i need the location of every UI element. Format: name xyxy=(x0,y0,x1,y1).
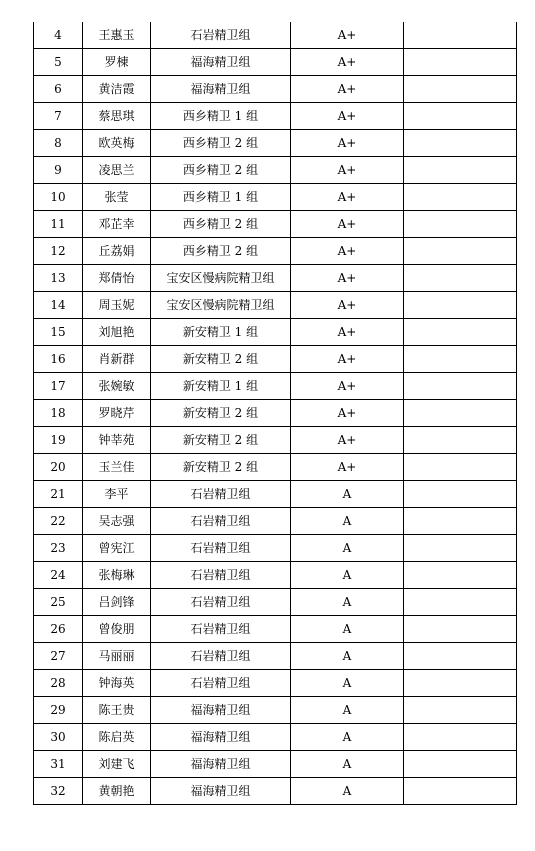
note-cell xyxy=(404,724,517,751)
table-row xyxy=(34,346,517,373)
table-row xyxy=(34,454,517,481)
grade-cell: A xyxy=(291,751,404,778)
name-cell: 蔡思琪 xyxy=(83,103,151,130)
table-row xyxy=(34,130,517,157)
name-cell: 黄洁霞 xyxy=(83,76,151,103)
grade-cell: A xyxy=(291,616,404,643)
name-cell: 刘建飞 xyxy=(83,751,151,778)
grade-cell: A+ xyxy=(291,130,404,157)
grade-cell: A xyxy=(291,697,404,724)
table-row xyxy=(34,184,517,211)
note-cell xyxy=(404,481,517,508)
note-cell xyxy=(404,211,517,238)
row-number-cell: 23 xyxy=(34,535,83,562)
table-row xyxy=(34,49,517,76)
group-cell: 福海精卫组 xyxy=(151,49,291,76)
group-cell: 西乡精卫 1 组 xyxy=(151,184,291,211)
row-number-cell: 5 xyxy=(34,49,83,76)
grade-cell: A+ xyxy=(291,157,404,184)
group-cell: 福海精卫组 xyxy=(151,778,291,805)
group-cell: 西乡精卫 2 组 xyxy=(151,157,291,184)
name-cell: 玉兰佳 xyxy=(83,454,151,481)
row-number-cell: 24 xyxy=(34,562,83,589)
group-cell: 福海精卫组 xyxy=(151,76,291,103)
table-row xyxy=(34,697,517,724)
row-number-cell: 9 xyxy=(34,157,83,184)
note-cell xyxy=(404,778,517,805)
group-cell: 新安精卫 2 组 xyxy=(151,427,291,454)
grade-cell: A+ xyxy=(291,400,404,427)
table-row xyxy=(34,670,517,697)
grade-cell: A+ xyxy=(291,22,404,49)
name-cell: 曾宪江 xyxy=(83,535,151,562)
group-cell: 新安精卫 1 组 xyxy=(151,319,291,346)
row-number-cell: 8 xyxy=(34,130,83,157)
note-cell xyxy=(404,346,517,373)
grade-cell: A+ xyxy=(291,427,404,454)
note-cell xyxy=(404,265,517,292)
note-cell xyxy=(404,427,517,454)
grade-cell: A xyxy=(291,508,404,535)
note-cell xyxy=(404,616,517,643)
row-number-cell: 32 xyxy=(34,778,83,805)
row-number-cell: 6 xyxy=(34,76,83,103)
name-cell: 王惠玉 xyxy=(83,22,151,49)
table-row xyxy=(34,508,517,535)
row-number-cell: 12 xyxy=(34,238,83,265)
name-cell: 邓芷幸 xyxy=(83,211,151,238)
row-number-cell: 14 xyxy=(34,292,83,319)
table-row xyxy=(34,778,517,805)
group-cell: 福海精卫组 xyxy=(151,697,291,724)
group-cell: 新安精卫 1 组 xyxy=(151,373,291,400)
table-row xyxy=(34,400,517,427)
table-row xyxy=(34,427,517,454)
table-row xyxy=(34,535,517,562)
group-cell: 西乡精卫 1 组 xyxy=(151,103,291,130)
note-cell xyxy=(404,103,517,130)
grade-cell: A+ xyxy=(291,319,404,346)
note-cell xyxy=(404,373,517,400)
grade-cell: A+ xyxy=(291,49,404,76)
name-cell: 马丽丽 xyxy=(83,643,151,670)
note-cell xyxy=(404,454,517,481)
name-cell: 丘荔娟 xyxy=(83,238,151,265)
name-cell: 张梅琳 xyxy=(83,562,151,589)
grade-cell: A+ xyxy=(291,76,404,103)
row-number-cell: 21 xyxy=(34,481,83,508)
grade-cell: A xyxy=(291,778,404,805)
note-cell xyxy=(404,562,517,589)
table-row xyxy=(34,373,517,400)
name-cell: 刘旭艳 xyxy=(83,319,151,346)
group-cell: 西乡精卫 2 组 xyxy=(151,130,291,157)
grade-cell: A xyxy=(291,724,404,751)
row-number-cell: 7 xyxy=(34,103,83,130)
note-cell xyxy=(404,130,517,157)
grade-cell: A xyxy=(291,535,404,562)
row-number-cell: 19 xyxy=(34,427,83,454)
name-cell: 周玉妮 xyxy=(83,292,151,319)
name-cell: 凌思兰 xyxy=(83,157,151,184)
group-cell: 石岩精卫组 xyxy=(151,589,291,616)
row-number-cell: 15 xyxy=(34,319,83,346)
table-row xyxy=(34,292,517,319)
table-row xyxy=(34,22,517,49)
name-cell: 钟莘苑 xyxy=(83,427,151,454)
note-cell xyxy=(404,400,517,427)
row-number-cell: 4 xyxy=(34,22,83,49)
note-cell xyxy=(404,535,517,562)
name-cell: 张婉敏 xyxy=(83,373,151,400)
grade-cell: A xyxy=(291,562,404,589)
grade-cell: A+ xyxy=(291,211,404,238)
grade-cell: A+ xyxy=(291,346,404,373)
note-cell xyxy=(404,508,517,535)
row-number-cell: 17 xyxy=(34,373,83,400)
note-cell xyxy=(404,157,517,184)
note-cell xyxy=(404,670,517,697)
name-cell: 吴志强 xyxy=(83,508,151,535)
name-cell: 郑倩怡 xyxy=(83,265,151,292)
row-number-cell: 11 xyxy=(34,211,83,238)
row-number-cell: 20 xyxy=(34,454,83,481)
grade-cell: A+ xyxy=(291,373,404,400)
note-cell xyxy=(404,751,517,778)
table-row xyxy=(34,157,517,184)
table-row xyxy=(34,211,517,238)
row-number-cell: 13 xyxy=(34,265,83,292)
grade-cell: A xyxy=(291,481,404,508)
row-number-cell: 28 xyxy=(34,670,83,697)
name-cell: 李平 xyxy=(83,481,151,508)
name-cell: 陈启英 xyxy=(83,724,151,751)
group-cell: 西乡精卫 2 组 xyxy=(151,211,291,238)
note-cell xyxy=(404,319,517,346)
grade-cell: A+ xyxy=(291,184,404,211)
name-cell: 吕剑锋 xyxy=(83,589,151,616)
row-number-cell: 31 xyxy=(34,751,83,778)
table-row xyxy=(34,724,517,751)
name-cell: 欧英梅 xyxy=(83,130,151,157)
grade-cell: A xyxy=(291,670,404,697)
note-cell xyxy=(404,589,517,616)
group-cell: 新安精卫 2 组 xyxy=(151,400,291,427)
row-number-cell: 10 xyxy=(34,184,83,211)
note-cell xyxy=(404,49,517,76)
group-cell: 石岩精卫组 xyxy=(151,643,291,670)
name-cell: 黄朝艳 xyxy=(83,778,151,805)
note-cell xyxy=(404,184,517,211)
grade-cell: A+ xyxy=(291,103,404,130)
table-row xyxy=(34,589,517,616)
table-row xyxy=(34,319,517,346)
group-cell: 石岩精卫组 xyxy=(151,481,291,508)
grade-cell: A xyxy=(291,643,404,670)
row-number-cell: 16 xyxy=(34,346,83,373)
name-cell: 罗晓芹 xyxy=(83,400,151,427)
grade-cell: A+ xyxy=(291,292,404,319)
table-body xyxy=(34,22,517,805)
name-cell: 罗棟 xyxy=(83,49,151,76)
name-cell: 陈王贵 xyxy=(83,697,151,724)
row-number-cell: 22 xyxy=(34,508,83,535)
note-cell xyxy=(404,643,517,670)
table-row xyxy=(34,562,517,589)
name-cell: 张莹 xyxy=(83,184,151,211)
group-cell: 石岩精卫组 xyxy=(151,508,291,535)
table-row xyxy=(34,76,517,103)
note-cell xyxy=(404,697,517,724)
note-cell xyxy=(404,22,517,49)
group-cell: 石岩精卫组 xyxy=(151,616,291,643)
grade-cell: A+ xyxy=(291,454,404,481)
row-number-cell: 27 xyxy=(34,643,83,670)
evaluation-table xyxy=(33,22,517,805)
grade-cell: A+ xyxy=(291,238,404,265)
row-number-cell: 25 xyxy=(34,589,83,616)
group-cell: 石岩精卫组 xyxy=(151,22,291,49)
group-cell: 石岩精卫组 xyxy=(151,670,291,697)
group-cell: 宝安区慢病院精卫组 xyxy=(151,292,291,319)
row-number-cell: 29 xyxy=(34,697,83,724)
note-cell xyxy=(404,292,517,319)
group-cell: 新安精卫 2 组 xyxy=(151,346,291,373)
table-row xyxy=(34,103,517,130)
table-row xyxy=(34,481,517,508)
group-cell: 石岩精卫组 xyxy=(151,535,291,562)
table-row xyxy=(34,616,517,643)
row-number-cell: 18 xyxy=(34,400,83,427)
name-cell: 曾俊朋 xyxy=(83,616,151,643)
note-cell xyxy=(404,238,517,265)
name-cell: 钟海英 xyxy=(83,670,151,697)
grade-cell: A+ xyxy=(291,265,404,292)
table-row xyxy=(34,265,517,292)
table-row xyxy=(34,238,517,265)
grade-cell: A xyxy=(291,589,404,616)
note-cell xyxy=(404,76,517,103)
table-row xyxy=(34,643,517,670)
row-number-cell: 26 xyxy=(34,616,83,643)
group-cell: 福海精卫组 xyxy=(151,751,291,778)
group-cell: 石岩精卫组 xyxy=(151,562,291,589)
name-cell: 肖新群 xyxy=(83,346,151,373)
group-cell: 新安精卫 2 组 xyxy=(151,454,291,481)
group-cell: 宝安区慢病院精卫组 xyxy=(151,265,291,292)
row-number-cell: 30 xyxy=(34,724,83,751)
table-row xyxy=(34,751,517,778)
group-cell: 福海精卫组 xyxy=(151,724,291,751)
group-cell: 西乡精卫 2 组 xyxy=(151,238,291,265)
